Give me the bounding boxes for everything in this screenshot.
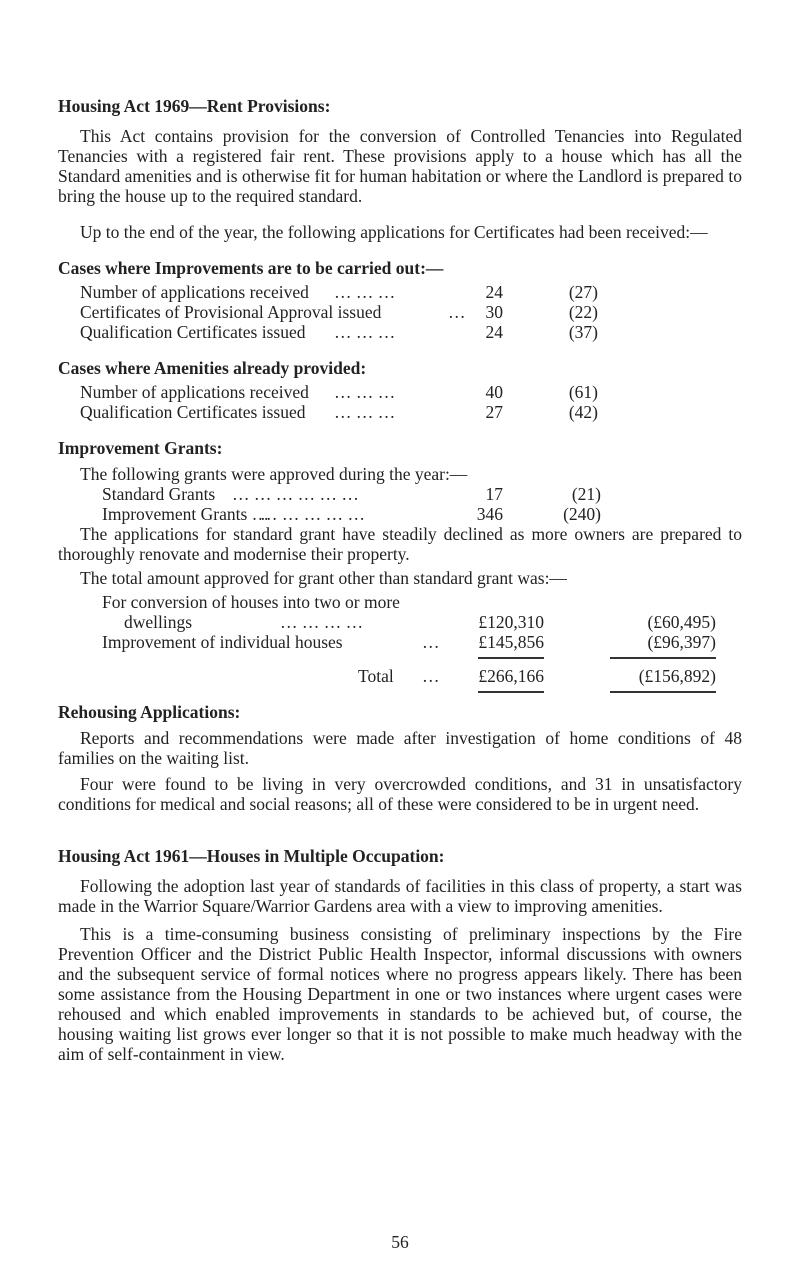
row-value: 27 bbox=[485, 402, 503, 422]
heading-cases-improvements: Cases where Improvements are to be carried out:— bbox=[58, 258, 444, 278]
row-previous-value: (£96,397) bbox=[647, 632, 716, 652]
heading-rehousing: Rehousing Applications: bbox=[58, 702, 241, 722]
row-label: Number of applications received bbox=[80, 382, 309, 402]
table-row bbox=[58, 402, 742, 422]
total-previous-value: (£156,892) bbox=[638, 666, 716, 686]
leader-dots: … … … … … bbox=[260, 504, 365, 524]
amount-line-conversion: For conversion of houses into two or more bbox=[102, 592, 400, 612]
row-label: Number of applications received bbox=[80, 282, 309, 302]
page-number: 56 bbox=[391, 1232, 409, 1252]
leader-dots: … bbox=[422, 632, 440, 652]
row-value: 24 bbox=[485, 322, 503, 342]
grants-intro: The following grants were approved during the year:— bbox=[80, 464, 468, 484]
table-row bbox=[58, 484, 742, 504]
table-row bbox=[58, 612, 742, 632]
leader-dots: … … … bbox=[334, 382, 396, 402]
row-value: £145,856 bbox=[478, 632, 544, 652]
row-value: 24 bbox=[485, 282, 503, 302]
row-label: Standard Grants bbox=[102, 484, 216, 504]
row-label: Certificates of Provisional Approval issued bbox=[80, 302, 382, 322]
leader-dots: … … … … … … bbox=[232, 484, 359, 504]
table-row bbox=[58, 322, 742, 342]
leader-dots: … bbox=[422, 666, 440, 686]
table-row bbox=[58, 504, 742, 524]
row-value: £120,310 bbox=[478, 612, 544, 632]
total-rule-bottom bbox=[478, 691, 544, 693]
row-previous-value: (240) bbox=[563, 504, 601, 524]
row-previous-value: (22) bbox=[568, 302, 598, 322]
total-rule-top bbox=[610, 657, 716, 659]
row-previous-value: (27) bbox=[568, 282, 598, 302]
total-rule-bottom bbox=[610, 691, 716, 693]
total-label: Total bbox=[358, 666, 394, 686]
paragraph-act-description: This Act contains provision for the conversion of Controlled Tenancies into Regulated Tenancies with a registered fair rent. These provisions apply to a house which has all the Standard amenities and is otherwise fit for human habitation or where the Landlord is prepared to bring the house up to the required standard. bbox=[58, 126, 742, 206]
row-value: 17 bbox=[485, 484, 503, 504]
leader-dots: … … … bbox=[334, 282, 396, 302]
paragraph-rehousing-conditions: Four were found to be living in very overcrowded conditions, and 31 in unsatisfactory conditions for medical and social reasons; all of these were considered to be in urgent need. bbox=[58, 774, 742, 814]
paragraph-standard-grant-decline: The applications for standard grant have steadily declined as more owners are prepared to thoroughly renovate and modernise their property. bbox=[58, 524, 742, 564]
row-value: 30 bbox=[485, 302, 503, 322]
paragraph-rehousing-reports: Reports and recommendations were made after investigation of home conditions of 48 families on the waiting list. bbox=[58, 728, 742, 768]
heading-cases-amenities: Cases where Amenities already provided: bbox=[58, 358, 367, 378]
row-previous-value: (37) bbox=[568, 322, 598, 342]
table-row bbox=[58, 632, 742, 652]
table-row bbox=[58, 382, 742, 402]
leader-dots: … … … … bbox=[280, 612, 364, 632]
row-value: 40 bbox=[485, 382, 503, 402]
table-row bbox=[58, 282, 742, 302]
leader-dots: … bbox=[448, 302, 466, 322]
row-previous-value: (£60,495) bbox=[647, 612, 716, 632]
row-previous-value: (61) bbox=[568, 382, 598, 402]
paragraph-applications-intro: Up to the end of the year, the following applications for Certificates had been received:— bbox=[80, 222, 708, 242]
leader-dots: … … … bbox=[334, 402, 396, 422]
paragraph-total-amount-intro: The total amount approved for grant other than standard grant was:— bbox=[80, 568, 567, 588]
heading-multiple-occupation: Housing Act 1961—Houses in Multiple Occupation: bbox=[58, 846, 445, 866]
row-label: Improvement of individual houses bbox=[102, 632, 343, 652]
row-label: Improvement Grants … bbox=[102, 504, 270, 524]
heading-rent-provisions: Housing Act 1969—Rent Provisions: bbox=[58, 96, 331, 116]
heading-improvement-grants: Improvement Grants: bbox=[58, 438, 223, 458]
total-rule-top bbox=[478, 657, 544, 659]
row-previous-value: (42) bbox=[568, 402, 598, 422]
row-value: 346 bbox=[476, 504, 503, 524]
row-label: dwellings bbox=[124, 612, 193, 632]
total-row bbox=[58, 666, 742, 686]
table-row bbox=[58, 302, 742, 322]
row-label: Qualification Certificates issued bbox=[80, 402, 306, 422]
paragraph-standards-adoption: Following the adoption last year of standards of facilities in this class of property, a start was made in the Warrior Square/Warrior Gardens area with a view to improving amenities. bbox=[58, 876, 742, 916]
row-label: Qualification Certificates issued bbox=[80, 322, 306, 342]
total-value: £266,166 bbox=[478, 666, 544, 686]
row-previous-value: (21) bbox=[571, 484, 601, 504]
paragraph-time-consuming: This is a time-consuming business consisting of preliminary inspections by the Fire Prevention Officer and the District Public Health Inspector, informal discussions with owners and the subsequent service of formal notices where no progress appears likely. There has been some assistance from the Housing Department in one or two instances where urgent cases were rehoused and which enabled improvements in standards to be achieved but, of course, the housing waiting list grows ever longer so that it is not possible to make much headway with the aim of self-containment in view. bbox=[58, 924, 742, 1064]
document-page bbox=[58, 96, 742, 1064]
leader-dots: … … … bbox=[334, 322, 396, 342]
